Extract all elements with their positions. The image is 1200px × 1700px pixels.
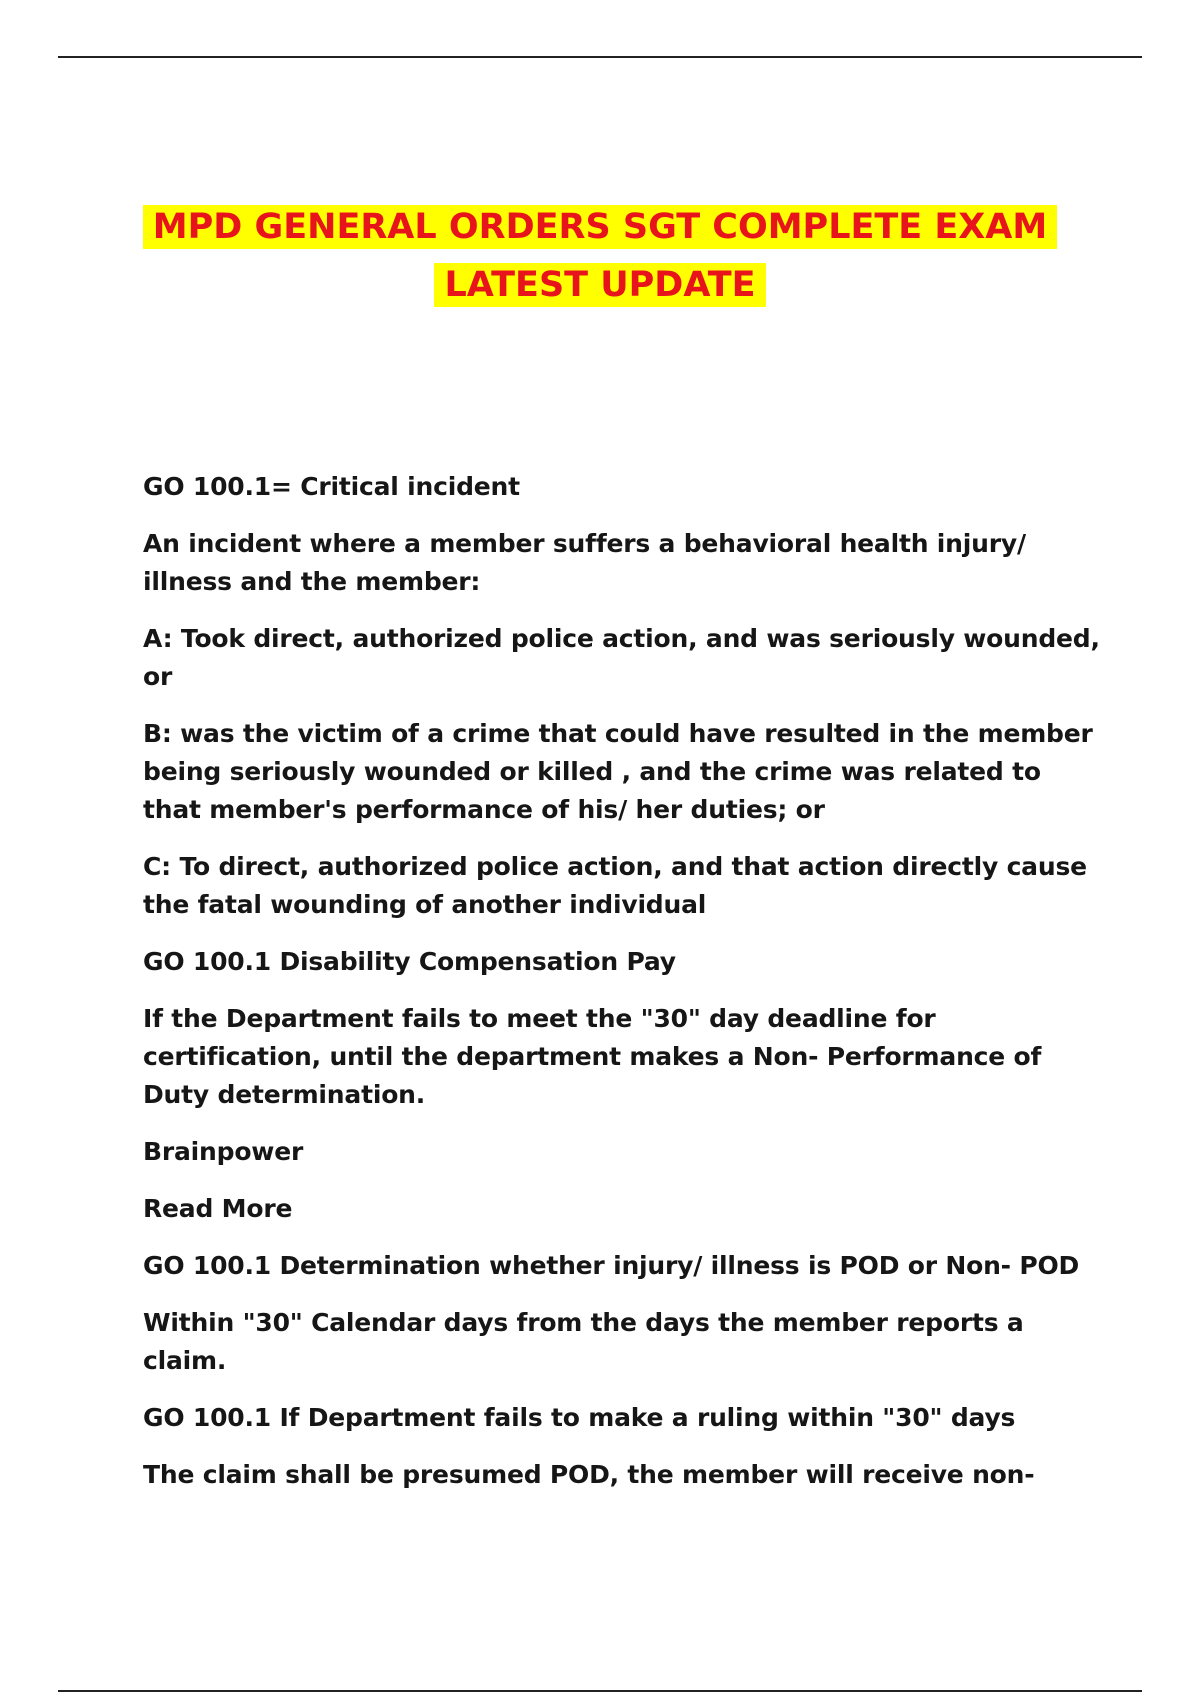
title-line-2: LATEST UPDATE xyxy=(434,263,765,307)
term-ruling-deadline: GO 100.1 If Department fails to make a ruling within "30" days xyxy=(143,1403,1016,1432)
term-critical-incident: GO 100.1= Critical incident xyxy=(143,472,520,501)
definition-item-a: A: Took direct, authorized police action, and was seriously wounded, or xyxy=(143,624,1100,691)
term-disability-compensation-pay: GO 100.1 Disability Compensation Pay xyxy=(143,947,676,976)
document-body xyxy=(143,468,1103,1513)
bottom-rule xyxy=(58,1690,1142,1692)
definition-disability-compensation-pay: If the Department fails to meet the "30" day deadline for certification, until the department makes a Non- Performance of Duty determination. xyxy=(143,1004,1042,1109)
definition-item-b: B: was the victim of a crime that could have resulted in the member being seriously wounded or killed , and the crime was related to that member's performance of his/ her duties; or xyxy=(143,719,1093,824)
top-rule xyxy=(58,56,1142,58)
read-more-label: Read More xyxy=(143,1194,293,1223)
definition-ruling-deadline: The claim shall be presumed POD, the member will receive non- xyxy=(143,1460,1035,1489)
definition-item-c: C: To direct, authorized police action, and that action directly cause the fatal wounding of another individual xyxy=(143,852,1087,919)
definition-critical-incident: An incident where a member suffers a behavioral health injury/ illness and the member: xyxy=(143,529,1026,596)
definition-pod-determination: Within "30" Calendar days from the days the member reports a claim. xyxy=(143,1308,1024,1375)
title-line-1: MPD GENERAL ORDERS SGT COMPLETE EXAM xyxy=(143,205,1057,249)
term-pod-determination: GO 100.1 Determination whether injury/ illness is POD or Non- POD xyxy=(143,1251,1080,1280)
brainpower-label: Brainpower xyxy=(143,1137,304,1166)
document-title xyxy=(0,198,1200,314)
